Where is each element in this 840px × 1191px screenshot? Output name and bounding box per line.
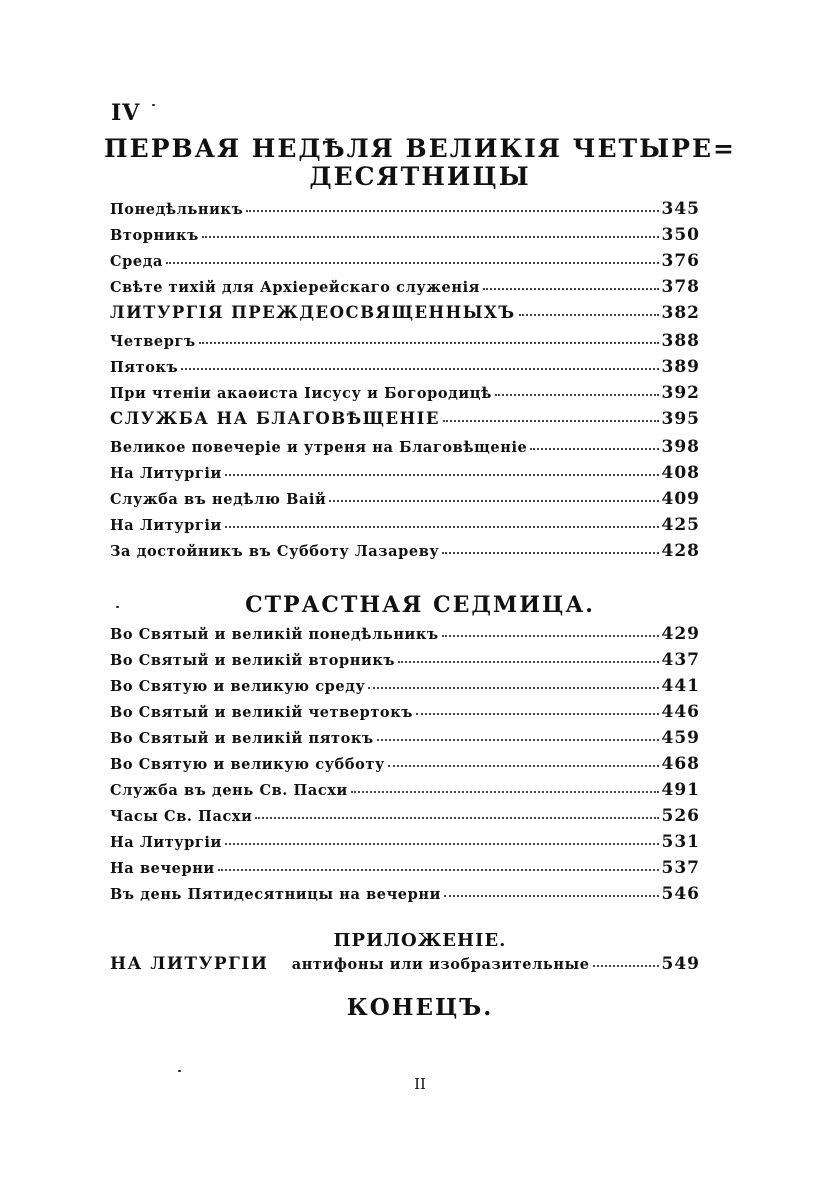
leader-dots xyxy=(519,308,659,316)
end-heading: КОНЕЦЪ. xyxy=(346,994,494,1021)
toc-entry-page: 395 xyxy=(661,409,700,429)
toc-entry[interactable] xyxy=(110,858,700,884)
toc-entry-title: Часы Св. Пасхи xyxy=(110,808,253,825)
toc-entry[interactable] xyxy=(110,624,700,650)
toc-entry[interactable] xyxy=(110,303,700,331)
leader-dots xyxy=(443,414,659,422)
leader-dots xyxy=(442,629,659,637)
toc-entry-page: 549 xyxy=(661,954,700,974)
toc-entry-title: Служба въ день Св. Пасхи xyxy=(110,782,348,799)
toc-entry-title: Во Святый и великій понедѣльникъ xyxy=(110,626,439,643)
toc-entry[interactable] xyxy=(110,780,700,806)
toc-entry[interactable] xyxy=(110,225,700,251)
ink-speck xyxy=(178,1070,181,1072)
toc-entry-title: Свѣте тихій для Архіерейскаго служенія xyxy=(110,279,480,296)
toc-entry[interactable] xyxy=(110,251,700,277)
toc-entry-title: Великое повечеріе и утреня на Благовѣщеніе xyxy=(110,439,528,456)
leader-dots xyxy=(202,230,659,238)
leader-dots xyxy=(388,759,659,767)
toc-entry-page: 392 xyxy=(661,383,700,403)
toc-entry[interactable] xyxy=(110,541,700,567)
toc-entry-title: Четвергъ xyxy=(110,333,196,350)
toc-entry-page: 437 xyxy=(661,650,700,670)
toc-entry-title: Служба въ недѣлю Ваій xyxy=(110,491,327,508)
leader-dots xyxy=(329,494,658,502)
toc-entry-title: СЛУЖБА НА БЛАГОВѢЩЕНІЕ xyxy=(110,409,440,428)
toc-entry-page: 537 xyxy=(661,858,700,878)
toc-entry-page: 408 xyxy=(661,463,700,483)
leader-dots xyxy=(444,889,659,897)
toc-entry-title: Въ день Пятидесятницы на вечерни xyxy=(110,886,441,903)
toc-entry[interactable] xyxy=(110,832,700,858)
toc-entry-title: Понедѣльникъ xyxy=(110,201,244,218)
toc-entry[interactable] xyxy=(110,331,700,357)
toc-entry-title: Во Святую и великую субботу xyxy=(110,756,385,773)
toc-entry-title: За достойникъ въ Субботу Лазареву xyxy=(110,543,440,560)
toc-entry-title: На Литургіи xyxy=(110,834,222,851)
leader-dots xyxy=(218,863,659,871)
leader-dots xyxy=(495,388,659,396)
toc-appendix xyxy=(110,954,700,980)
leader-dots xyxy=(398,655,658,663)
leader-dots xyxy=(483,282,659,290)
toc-entry[interactable] xyxy=(110,728,700,754)
leader-dots xyxy=(166,256,659,264)
toc-entry[interactable] xyxy=(110,884,700,910)
leader-dots xyxy=(246,204,658,212)
toc-entry-page: 459 xyxy=(661,728,700,748)
toc-entry-page: 345 xyxy=(661,199,700,219)
toc-entry[interactable] xyxy=(110,650,700,676)
ink-speck xyxy=(152,104,155,106)
toc-entry-title: На вечерни xyxy=(110,860,215,877)
toc-entry[interactable] xyxy=(110,806,700,832)
toc-entry[interactable] xyxy=(110,754,700,780)
toc-entry-page: 446 xyxy=(661,702,700,722)
leader-dots xyxy=(255,811,658,819)
leader-dots xyxy=(225,468,659,476)
title-line-2: ДЕСЯТНИЦЫ xyxy=(309,162,531,191)
leader-dots xyxy=(225,520,659,528)
toc-entry[interactable] xyxy=(110,199,700,225)
toc-entry-title: Во Святый и великій пятокъ xyxy=(110,730,374,747)
leader-dots xyxy=(181,362,658,370)
toc-entry[interactable] xyxy=(110,383,700,409)
toc-entry-page: 425 xyxy=(661,515,700,535)
toc-section-1 xyxy=(110,199,700,567)
appendix-title-rest: антифоны или изобразительные xyxy=(291,956,590,973)
toc-entry-title: Во Святый и великій вторникъ xyxy=(110,652,396,669)
appendix-heading: ПРИЛОЖЕНІЕ. xyxy=(333,930,507,951)
footer-signature-mark: II xyxy=(414,1075,426,1093)
toc-entry-title: Вторникъ xyxy=(110,227,199,244)
toc-entry-page: 398 xyxy=(661,437,700,457)
toc-entry[interactable] xyxy=(110,409,700,437)
leader-dots xyxy=(377,733,659,741)
toc-entry-page: 409 xyxy=(661,489,700,509)
page-number: IV xyxy=(111,100,141,126)
toc-entry-page: 382 xyxy=(661,303,700,323)
toc-entry-page: 441 xyxy=(661,676,700,696)
toc-entry[interactable] xyxy=(110,463,700,489)
toc-entry-title: ЛИТУРГІЯ ПРЕЖДЕОСВЯЩЕННЫХЪ xyxy=(110,303,516,322)
leader-dots xyxy=(442,546,658,554)
toc-entry-title xyxy=(110,954,590,974)
toc-entry-page: 378 xyxy=(661,277,700,297)
toc-entry[interactable] xyxy=(110,357,700,383)
toc-entry-page: 389 xyxy=(661,357,700,377)
toc-entry-page: 429 xyxy=(661,624,700,644)
toc-entry-page: 546 xyxy=(661,884,700,904)
leader-dots xyxy=(199,336,659,344)
toc-entry-title: Во Святый и великій четвертокъ xyxy=(110,704,414,721)
title-line-1: ПЕРВАЯ НЕДѢЛЯ ВЕЛИКІЯ ЧЕТЫРЕ= xyxy=(104,134,736,163)
toc-entry[interactable] xyxy=(110,489,700,515)
leader-dots xyxy=(368,681,658,689)
leader-dots xyxy=(351,785,659,793)
toc-entry[interactable] xyxy=(110,437,700,463)
toc-entry-page: 491 xyxy=(661,780,700,800)
leader-dots xyxy=(530,442,658,450)
toc-entry-title: Во Святую и великую среду xyxy=(110,678,366,695)
toc-entry-page: 468 xyxy=(661,754,700,774)
toc-section-2 xyxy=(110,624,700,910)
toc-entry[interactable] xyxy=(110,954,700,980)
toc-entry[interactable] xyxy=(110,277,700,303)
toc-entry[interactable] xyxy=(110,702,700,728)
toc-entry-title: При чтеніи акаѳиста Іисусу и Богородицѣ xyxy=(110,385,492,402)
leader-dots xyxy=(593,959,659,967)
toc-entry-page: 376 xyxy=(661,251,700,271)
toc-entry-page: 531 xyxy=(661,832,700,852)
toc-entry-title: На Литургіи xyxy=(110,465,222,482)
toc-entry-title: Среда xyxy=(110,253,163,270)
leader-dots xyxy=(225,837,659,845)
toc-entry-page: 350 xyxy=(661,225,700,245)
leader-dots xyxy=(416,707,658,715)
toc-entry[interactable] xyxy=(110,676,700,702)
toc-entry-page: 428 xyxy=(661,541,700,561)
toc-entry-title: Пятокъ xyxy=(110,359,179,376)
section-2-heading: СТРАСТНАЯ СЕДМИЦА. xyxy=(245,592,595,618)
toc-entry-page: 526 xyxy=(661,806,700,826)
appendix-title-bold: НА ЛИТУРГІИ xyxy=(110,954,269,974)
toc-entry-page: 388 xyxy=(661,331,700,351)
toc-entry-title: На Литургіи xyxy=(110,517,222,534)
toc-entry[interactable] xyxy=(110,515,700,541)
